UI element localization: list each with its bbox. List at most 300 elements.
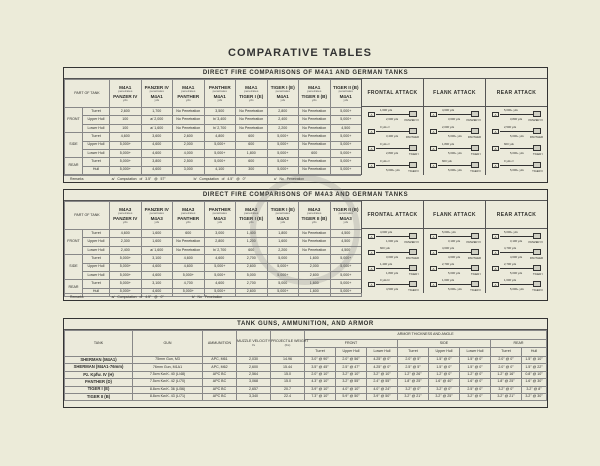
row-part-label: Upper Hull	[83, 238, 110, 246]
range-cell: 100	[110, 124, 142, 132]
data-cell: 3.9" @ 10°	[305, 386, 336, 393]
allied-range: 0 yds c/	[380, 142, 390, 146]
enemy-tank-icon	[533, 233, 541, 239]
range-line	[438, 252, 471, 253]
engagement-diagram	[424, 229, 485, 245]
allied-range: 2,700 yds	[504, 262, 517, 266]
table-row	[65, 108, 362, 116]
range-cell: 600	[236, 246, 268, 254]
row-group-label: FRONT	[65, 230, 83, 255]
allied-tank-icon: A	[368, 163, 375, 168]
range-cell: 1,800	[236, 149, 268, 157]
range-cell: 3,800	[141, 158, 173, 166]
attacker-name: M4A1	[182, 85, 195, 91]
data-cell: 2.4" @ 55°	[367, 379, 398, 386]
data-cell: 75mm Gun, M3	[133, 357, 203, 364]
attack-diagrams	[361, 79, 547, 175]
data-cell: 4.0" @ 10°	[336, 386, 367, 393]
enemy-tank-name: PANTHER	[467, 256, 481, 260]
target-name: TIGER II (B)	[301, 215, 328, 221]
penetrates-label: penetrates	[181, 89, 196, 94]
range-line	[376, 114, 409, 115]
table-row	[65, 364, 547, 371]
enemy-tank-name: TIGER I	[470, 272, 481, 276]
range-cell: 5,000+	[330, 141, 362, 149]
data-cell: 1.2" @ 0°	[460, 371, 491, 378]
yds-label: yds	[248, 97, 254, 102]
data-cell: 3,068	[237, 379, 271, 386]
m4a1-comparison-table	[63, 67, 548, 183]
range-cell: 2,800	[204, 238, 236, 246]
row-group-label: SIDE	[65, 133, 83, 158]
row-part-label: Turret	[83, 108, 110, 116]
data-cell: 1.5" @ 0°	[460, 357, 491, 364]
allied-range: 1,600 yds	[504, 278, 517, 282]
enemy-tank-icon	[409, 281, 417, 287]
data-cell: 15.0	[271, 379, 305, 386]
enemy-range: 5,000+ yds	[386, 168, 400, 172]
enemy-tank-icon	[533, 281, 541, 287]
enemy-tank-name: TIGER I	[532, 272, 543, 276]
enemy-range: 2,800 yds	[386, 151, 399, 155]
penetrates-label: penetrates	[212, 211, 227, 216]
allied-range: 4,600 yds	[442, 108, 455, 112]
penetrates-label: penetrates	[338, 211, 353, 216]
allied-range: 1,600 yds	[380, 108, 393, 112]
guns-ammo-armor-table	[63, 318, 548, 408]
range-cell: 1,600	[267, 238, 299, 246]
range-cell: 4,800	[204, 133, 236, 141]
column-header	[173, 80, 205, 108]
target-name: M4A3	[339, 215, 352, 221]
target-name: TIGER I (E)	[239, 215, 264, 221]
range-cell: 4,500	[330, 124, 362, 132]
column-header	[236, 202, 268, 230]
data-cell: 2.5" @ 47°	[336, 364, 367, 371]
range-cell: 5,000+	[110, 271, 142, 279]
attack-diagrams	[361, 201, 547, 293]
allied-tank-icon: A	[430, 282, 437, 287]
data-cell: 8.8cm Kw.K. 43 (L/71)	[133, 393, 203, 400]
penetrates-label: penetrates	[307, 211, 322, 216]
table-row	[65, 141, 362, 149]
range-line	[500, 148, 533, 149]
hull-subheader: Hull	[522, 348, 547, 357]
yds-label: yds	[248, 219, 254, 224]
range-cell: 1,700	[141, 108, 173, 116]
attacker-name: PANZER IV	[144, 207, 169, 213]
enemy-tank-name: TIGER II	[408, 288, 419, 292]
range-cell: 2,200	[267, 246, 299, 254]
range-cell: 5,000+	[204, 158, 236, 166]
yds-label: yds	[217, 97, 223, 102]
data-cell: 2.0" @ 10°	[305, 371, 336, 378]
data-cell: 1.6" @ 30°	[522, 379, 547, 386]
turret-subheader: Turret	[398, 348, 429, 357]
range-line	[438, 236, 471, 237]
enemy-range: 5,000+ yds	[510, 151, 524, 155]
engagement-diagram	[362, 261, 423, 277]
enemy-range: 5,000+ yds	[510, 168, 524, 172]
data-cell: 14.96	[271, 357, 305, 364]
yds-label: yds	[280, 219, 286, 224]
enemy-range: 3,800 yds	[510, 117, 523, 121]
range-cell: 5,000+	[330, 271, 362, 279]
attacker-name: PANZER IV	[144, 85, 169, 91]
allied-tank-icon: A	[368, 282, 375, 287]
mv-label: MUZZLE VELOCITY	[237, 338, 271, 343]
data-cell: 2.5" @ 5°	[398, 364, 429, 371]
range-line	[376, 236, 409, 237]
range-cell: 5,000+	[267, 141, 299, 149]
range-cell: 5,000+	[110, 149, 142, 157]
rear-attack-header: REAR ATTACK	[486, 79, 547, 107]
range-cell: No Penetration	[299, 166, 331, 174]
allied-range: 5,000+ yds	[504, 108, 518, 112]
projectile-weight-header	[271, 331, 309, 357]
data-cell: 76mm Gun, M1A1	[133, 364, 203, 371]
range-cell: 4,100	[204, 166, 236, 174]
target-name: M4A1	[150, 93, 163, 99]
data-cell: 4.0" @ 24°	[367, 386, 398, 393]
data-cell: 7.3" @ 10°	[305, 393, 336, 400]
range-cell: 5,000+	[110, 280, 142, 288]
range-cell: 2,700	[236, 255, 268, 263]
table-caption: DIRECT FIRE COMPARISONS OF M4A1 AND GERMAN TANKS	[64, 68, 547, 79]
data-cell: 3.0" @ 90°	[305, 357, 336, 364]
target-name: M4A3	[276, 215, 289, 221]
data-cell: 2.0" @ 5°	[398, 357, 429, 364]
data-cell: 0.8" @ 10°	[522, 371, 547, 378]
range-cell: 4,000	[173, 149, 205, 157]
data-cell: 1.8" @ 25°	[398, 379, 429, 386]
allied-tank-icon: A	[430, 250, 437, 255]
flank-attack-panel	[423, 201, 485, 293]
range-cell: 2,400	[267, 116, 299, 124]
row-part-label: Lower Hull	[83, 271, 110, 279]
range-line	[376, 252, 409, 253]
range-cell: 5,000	[267, 255, 299, 263]
data-cell: 7.5cm Kw.K. 40 (L/48)	[133, 371, 203, 378]
column-header	[299, 80, 331, 108]
enemy-tank-name: TIGER I	[408, 272, 419, 276]
range-line	[500, 268, 533, 269]
range-cell: 5,000+	[330, 116, 362, 124]
allied-tank-icon: A	[368, 266, 375, 271]
range-cell: 5,000+	[267, 158, 299, 166]
enemy-tank-icon	[409, 233, 417, 239]
header-row	[65, 202, 362, 230]
target-name: M4A3	[150, 215, 163, 221]
range-cell: 5,000+	[330, 108, 362, 116]
data-cell: APC, M61	[203, 357, 237, 364]
range-cell: 4,600	[204, 255, 236, 263]
allied-tank-icon: A	[492, 250, 499, 255]
range-cell: 3,600	[141, 133, 173, 141]
column-header	[110, 80, 142, 108]
range-line	[376, 131, 409, 132]
data-cell: 1.6" @ 40°	[429, 379, 460, 386]
data-cell: 1.5" @ 0°	[429, 364, 460, 371]
allied-tank-icon: A	[368, 146, 375, 151]
allied-tank-icon: A	[492, 234, 499, 239]
data-cell: 1.8" @ 25°	[491, 379, 522, 386]
row-part-label: Turret	[83, 255, 110, 263]
part-of-tank-header: PART OF TANK	[65, 202, 110, 230]
enemy-tank-icon	[471, 233, 479, 239]
remarks-label: Remarks	[70, 177, 84, 181]
data-cell: 1.2" @ 0°	[429, 371, 460, 378]
enemy-tank-icon	[533, 111, 541, 117]
range-cell: 5,000+	[204, 141, 236, 149]
attacker-name: M4A1	[245, 85, 258, 91]
penetrates-label: penetrates	[118, 89, 133, 94]
table-row	[65, 116, 362, 124]
allied-range: 4,700 yds	[504, 246, 517, 250]
data-cell: 3.2" @ 0°	[460, 393, 491, 400]
range-cell: 5,000+	[267, 166, 299, 174]
range-cell: 5,000+	[110, 158, 142, 166]
range-cell: 5,000+	[204, 288, 236, 296]
data-cell: 3.2" @ 8°	[522, 386, 547, 393]
remark-note: a/ Computation of 3.5" @ 57°	[111, 177, 166, 181]
range-line	[376, 284, 409, 285]
table-row	[65, 357, 547, 364]
remark-note: c/ No Penetration	[273, 177, 305, 181]
table-row	[65, 379, 547, 386]
range-cell: 5,000+	[267, 149, 299, 157]
tank-name: SHERMAN (M4A1)	[65, 357, 133, 364]
range-cell: 5,000+	[204, 271, 236, 279]
enemy-tank-name: PANTHER	[529, 135, 543, 139]
data-cell: 3.2" @ 21°	[398, 393, 429, 400]
row-part-label: Turret	[83, 230, 110, 238]
enemy-tank-icon	[471, 249, 479, 255]
range-cell: a/ 1,600	[141, 124, 173, 132]
yds-label: yds	[154, 219, 160, 224]
enemy-tank-name: TIGER I	[470, 152, 481, 156]
enemy-range: 3,000 yds	[386, 255, 399, 259]
engagement-diagram	[362, 124, 423, 141]
data-cell: 3.2" @ 0°	[429, 386, 460, 393]
enemy-range: 1,800 yds	[386, 271, 399, 275]
enemy-tank-icon	[409, 111, 417, 117]
allied-tank-icon: A	[430, 266, 437, 271]
direct-fire-grid	[64, 79, 362, 175]
row-part-label: Hull	[83, 288, 110, 296]
table-caption: TANK GUNS, AMMUNITION, AND ARMOR	[64, 319, 547, 330]
attacker-name: M4A1	[308, 85, 321, 91]
yds-label: yds	[185, 97, 191, 102]
data-cell: 2,600	[237, 364, 271, 371]
range-cell: a/ 2,000	[141, 116, 173, 124]
range-line	[500, 131, 533, 132]
enemy-range: 3,600 yds	[448, 117, 461, 121]
allied-tank-icon: A	[430, 112, 437, 117]
enemy-tank-name: TIGER II	[470, 169, 481, 173]
table-row	[65, 149, 362, 157]
table-row	[65, 238, 362, 246]
range-cell: No Penetration	[299, 158, 331, 166]
allied-range: 4,600 yds	[442, 246, 455, 250]
range-cell: 4,600	[141, 271, 173, 279]
allied-range: 1,800 yds	[442, 142, 455, 146]
range-cell: 5,000+	[204, 149, 236, 157]
allied-tank-icon: A	[492, 282, 499, 287]
enemy-tank-name: TIGER II	[532, 288, 543, 292]
row-group-label: SIDE	[65, 255, 83, 280]
tank-name: SHERMAN (M4A1-76mm)	[65, 364, 133, 371]
attacker-name: TIGER I (E)	[270, 207, 295, 213]
allied-tank-icon: A	[430, 234, 437, 239]
range-cell: No Penetration	[299, 230, 331, 238]
armor-grid	[64, 330, 547, 401]
enemy-tank-icon	[471, 128, 479, 134]
range-cell: 1,600	[299, 288, 331, 296]
range-cell: 3,000	[204, 230, 236, 238]
enemy-tank-icon	[409, 145, 417, 151]
penetrates-label: penetrates	[244, 89, 259, 94]
target-name: PANZER IV	[113, 93, 138, 99]
allied-range: 1,600 yds	[442, 278, 455, 282]
allied-range: 0 yds c/	[504, 159, 514, 163]
range-cell: 5,000+	[173, 271, 205, 279]
range-cell: 3,500	[204, 108, 236, 116]
engagement-diagram	[362, 277, 423, 293]
data-cell: 3.9" @ 50°	[367, 393, 398, 400]
range-cell: No Penetration	[299, 133, 331, 141]
data-cell: APC BC	[203, 379, 237, 386]
target-name: TIGER II (B)	[301, 93, 328, 99]
row-part-label: Lower Hull	[83, 124, 110, 132]
upper-subheader: Upper Hull	[429, 348, 460, 357]
target-name: PANZER IV	[113, 215, 138, 221]
enemy-range: 3,100 yds	[448, 239, 461, 243]
range-line	[438, 148, 471, 149]
flank-attack-header: FLANK ATTACK	[424, 201, 485, 229]
allied-tank-icon: A	[368, 250, 375, 255]
target-name: M4A1	[276, 93, 289, 99]
enemy-tank-name: PANTHER	[405, 256, 419, 260]
column-header	[204, 202, 236, 230]
enemy-tank-name: PANZER IV	[466, 240, 481, 244]
data-cell: 1.5" @ 22°	[522, 364, 547, 371]
range-cell: 5,000+	[330, 133, 362, 141]
attacker-name: M4A3	[245, 207, 258, 213]
data-cell: 3.2" @ 30°	[522, 393, 547, 400]
data-cell: APC BC	[203, 386, 237, 393]
range-cell: 2,400	[110, 246, 142, 254]
data-cell: 1.5" @ 0°	[460, 364, 491, 371]
target-name: PANTHER	[177, 215, 200, 221]
tank-header: TANK	[65, 331, 133, 357]
range-cell: 5,000	[267, 280, 299, 288]
yds-label: yds	[185, 219, 191, 224]
allied-range: 2,500 yds	[504, 125, 517, 129]
row-part-label: Upper Hull	[83, 116, 110, 124]
range-cell: 3,100	[141, 280, 173, 288]
range-cell: 100	[110, 116, 142, 124]
column-header	[236, 80, 268, 108]
armor-header: ARMOR THICKNESS AND ANGLE	[305, 331, 547, 340]
range-cell: 600	[236, 133, 268, 141]
penetrates-label: penetrates	[338, 89, 353, 94]
engagement-diagram	[486, 158, 547, 175]
remarks-label: Remarks	[70, 295, 84, 299]
range-cell: 300	[236, 166, 268, 174]
enemy-tank-name: PANZER IV	[528, 240, 543, 244]
range-cell: 1,600	[299, 255, 331, 263]
rear-attack-panel	[485, 201, 547, 293]
allied-tank-icon: A	[430, 163, 437, 168]
range-cell: 1,600	[141, 230, 173, 238]
enemy-range: 5,000 yds	[510, 271, 523, 275]
data-cell: 15.44	[271, 364, 305, 371]
enemy-tank-icon	[471, 111, 479, 117]
range-cell: 5,000+	[330, 166, 362, 174]
yds-label: yds	[122, 97, 128, 102]
data-cell: 2,657	[237, 386, 271, 393]
remark-note: b/ Computation of 4.5" @ 0°	[193, 177, 246, 181]
range-cell: 4,500	[330, 246, 362, 254]
engagement-diagram	[362, 107, 423, 124]
range-cell: b/ 2,700	[204, 246, 236, 254]
data-cell: 5.9" @ 50°	[336, 393, 367, 400]
data-cell: APC BC	[203, 371, 237, 378]
yds-label: yds	[217, 219, 223, 224]
engagement-diagram	[362, 158, 423, 175]
enemy-tank-icon	[409, 265, 417, 271]
range-line	[438, 131, 471, 132]
range-cell: 1,600	[141, 238, 173, 246]
range-cell: No Penetration	[299, 246, 331, 254]
data-cell: 20.7	[271, 386, 305, 393]
engagement-diagram	[486, 277, 547, 293]
data-cell: 4.25" @ 0°	[367, 364, 398, 371]
table-row	[65, 263, 362, 271]
enemy-range: 4,500 yds	[386, 287, 399, 291]
row-group-label: FRONT	[65, 108, 83, 133]
range-line	[500, 114, 533, 115]
enemy-tank-icon	[533, 249, 541, 255]
penetrates-label: penetrates	[275, 89, 290, 94]
data-cell: 1.5" @ 10°	[522, 357, 547, 364]
range-cell: 2,600	[236, 288, 268, 296]
data-cell: 22.4	[271, 393, 305, 400]
data-cell: 7.5cm Kw.K. 42 (L/70)	[133, 379, 203, 386]
engagement-diagram	[424, 245, 485, 261]
engagement-diagram	[424, 141, 485, 158]
table-row	[65, 280, 362, 288]
range-line	[500, 284, 533, 285]
range-cell: 600	[299, 149, 331, 157]
remark-note: a/ Computation of 4.5" @ 0°	[111, 295, 164, 299]
allied-tank-icon: A	[368, 234, 375, 239]
table-row	[65, 393, 547, 400]
row-part-label: Turret	[83, 280, 110, 288]
row-part-label: Turret	[83, 158, 110, 166]
range-cell: 2,500	[173, 158, 205, 166]
yds-label: yds	[154, 97, 160, 102]
side-header: SIDE	[398, 339, 491, 348]
pw-unit: (lbs)	[284, 342, 291, 347]
target-name: PANTHER	[177, 93, 200, 99]
row-part-label: Hull	[83, 166, 110, 174]
enemy-tank-name: PANTHER	[467, 135, 481, 139]
range-cell: 5,000+	[330, 263, 362, 271]
yds-label: yds	[343, 97, 349, 102]
enemy-tank-name: PANZER IV	[528, 118, 543, 122]
